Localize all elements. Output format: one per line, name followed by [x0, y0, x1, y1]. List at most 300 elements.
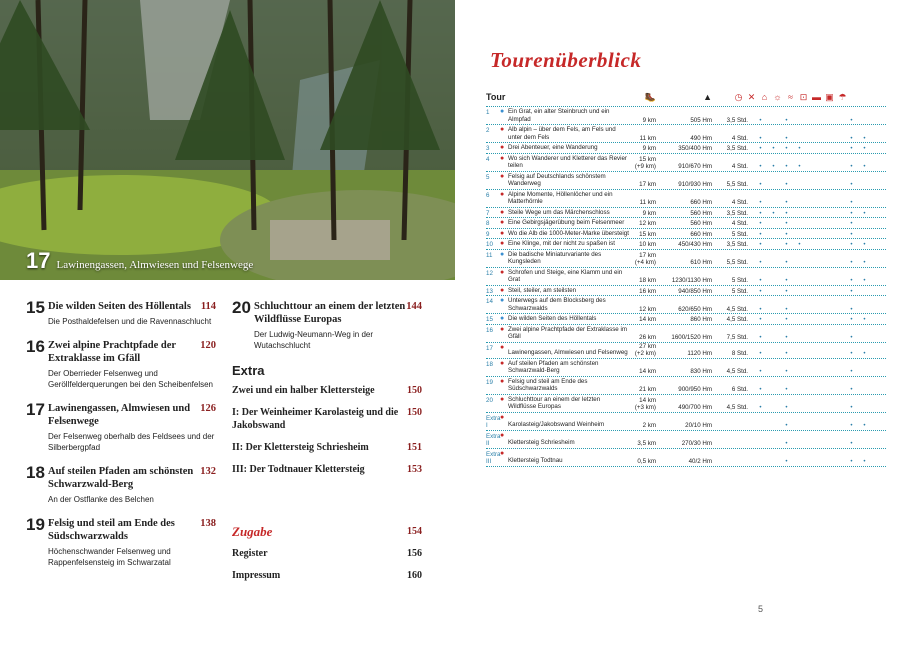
tour-distance: 18 km [639, 277, 656, 284]
tour-elevation: 450/430 Hm [678, 241, 712, 248]
tour-description: Karolasteig/Jakobswand Weinheim [508, 421, 605, 428]
feature-mark: • [863, 316, 866, 323]
tour-number: 12 [486, 269, 493, 277]
zugabe-item[interactable] [232, 547, 422, 560]
feature-mark [793, 220, 806, 228]
toc-entry-page: 144 [406, 301, 422, 312]
feature-mark [832, 386, 845, 394]
feature-mark: • [785, 368, 788, 375]
table-row[interactable] [486, 218, 886, 229]
tour-description: Drei Abenteuer, eine Wanderung [508, 144, 598, 151]
feature-mark: • [785, 305, 788, 313]
extra-item[interactable] [232, 463, 422, 476]
zugabe-item-title: Impressum [232, 570, 281, 581]
feature-mark [819, 334, 832, 342]
feature-mark: • [759, 181, 762, 188]
tour-description: Die wilden Seiten des Höllentals [508, 315, 597, 322]
feature-mark [819, 241, 832, 249]
table-row[interactable] [486, 208, 886, 219]
feature-mark [832, 199, 845, 207]
feature-mark: • [759, 404, 762, 411]
feature-mark: • [759, 134, 762, 142]
tour-number: 11 [486, 251, 493, 259]
feature-marks [754, 145, 871, 153]
feature-mark [858, 334, 871, 342]
feature-mark [793, 135, 806, 143]
feature-mark: • [759, 209, 762, 217]
table-row[interactable] [486, 239, 886, 250]
feature-mark [767, 350, 780, 358]
tour-duration: 6 Std. [731, 386, 748, 393]
table-row[interactable] [486, 125, 886, 143]
feature-mark: • [850, 334, 853, 341]
feature-mark: • [759, 163, 762, 170]
header-tour: Tour [486, 92, 506, 102]
feature-marks [754, 241, 871, 249]
tour-number: 1 [486, 109, 490, 116]
tour-number: 17 [486, 344, 493, 352]
tour-number: 3 [486, 145, 490, 152]
tour-elevation: 610 Hm [690, 259, 712, 266]
tour-elevation: 560 Hm [690, 220, 712, 227]
feature-mark [858, 368, 871, 376]
tour-duration: 4 Std. [731, 220, 748, 227]
feature-mark [793, 199, 806, 207]
tour-duration: 4 Std. [731, 134, 748, 142]
table-row[interactable] [486, 229, 886, 240]
feature-mark: • [850, 422, 853, 429]
feature-mark: • [759, 277, 762, 284]
difficulty-dot: ● [500, 359, 505, 367]
feature-mark: • [850, 230, 853, 238]
tour-number: 14 [486, 298, 493, 305]
toc-entry-subtitle: Der Oberrieder Felsenweg und Geröllfelderquerungen bei den Scheibenfelsen [48, 369, 214, 389]
feature-mark [793, 306, 806, 314]
tour-duration: 4 Std. [731, 163, 748, 170]
table-row[interactable] [486, 413, 886, 431]
feature-mark: • [863, 259, 866, 266]
tour-number: 13 [486, 287, 493, 295]
feature-marks [754, 163, 871, 171]
feature-mark: • [798, 145, 801, 152]
feature-mark [767, 288, 780, 296]
feature-mark [806, 277, 819, 285]
tour-description: Wo sich Wanderer und Kletterer das Revier teilen [508, 154, 627, 169]
tour-duration: 3,5 Std. [726, 145, 748, 152]
feature-mark: • [798, 241, 801, 248]
tour-description: Klettersteig Schriesheim [508, 439, 575, 446]
feature-mark: • [785, 458, 788, 465]
toc-entry-subtitle: An der Ostflanke des Belchen [48, 495, 154, 504]
difficulty-dot: ● [500, 297, 505, 304]
hiker-icon: 🥾 [644, 91, 656, 102]
feature-mark [793, 117, 806, 125]
tour-elevation: 660 Hm [690, 199, 712, 206]
photo-caption-text: Lawinengassen, Almwiesen und Felsenwege [56, 259, 254, 271]
feature-mark [819, 422, 832, 430]
tour-duration: 4,5 Std. [726, 404, 748, 411]
toc-entry[interactable] [26, 300, 216, 327]
sun-icon: ☼ [773, 91, 782, 102]
extra-list [232, 384, 422, 476]
difficulty-dot: ● [500, 315, 505, 322]
tour-distance: 17 km (+4 km) [634, 251, 656, 266]
zugabe-label: Zugabe [232, 524, 273, 539]
feature-mark: • [785, 145, 788, 152]
table-row[interactable] [486, 268, 886, 286]
feature-mark [819, 117, 832, 125]
tour-duration: 4,5 Std. [726, 305, 748, 313]
feature-mark: • [785, 440, 788, 447]
feature-mark: • [759, 287, 762, 295]
feature-mark: • [863, 241, 866, 248]
category-icons [732, 92, 849, 103]
difficulty-dot: ● [500, 343, 505, 351]
feature-mark: • [850, 116, 853, 124]
tour-duration: 5 Std. [731, 287, 748, 295]
feature-marks [754, 135, 871, 143]
toc-entry-page: 138 [200, 518, 216, 529]
tour-elevation: 270/30 Hm [681, 440, 712, 447]
extra-item-page: 153 [407, 464, 422, 475]
feature-mark [832, 241, 845, 249]
toc-entry[interactable] [26, 465, 216, 505]
feature-mark: • [798, 163, 801, 170]
mountain-icon: ▲ [703, 92, 712, 102]
toc-entry[interactable] [232, 300, 422, 351]
tour-description: Steil, steiler, am steilsten [508, 286, 577, 294]
tour-distance: 26 km [639, 334, 656, 341]
tour-elevation: 350/400 Hm [678, 145, 712, 152]
feature-mark [793, 316, 806, 324]
feature-mark [767, 440, 780, 448]
feature-mark: • [759, 386, 762, 393]
feature-mark [832, 288, 845, 296]
feature-mark [793, 277, 806, 285]
feature-mark [832, 277, 845, 285]
tour-distance: 9 km [642, 209, 656, 217]
toc-entry-page: 114 [200, 301, 216, 312]
difficulty-dot: ● [500, 286, 505, 294]
table-row[interactable] [486, 286, 886, 297]
tour-number: Extra III [486, 450, 501, 465]
feature-marks [754, 316, 871, 324]
feature-mark: • [759, 259, 762, 266]
feature-mark [767, 199, 780, 207]
feature-mark [832, 440, 845, 448]
feature-mark: • [850, 199, 853, 206]
feature-mark [793, 404, 806, 412]
extra-item-page: 150 [407, 407, 422, 418]
feature-mark [819, 440, 832, 448]
tour-elevation: 40/2 Hm [688, 458, 712, 465]
feature-mark [819, 288, 832, 296]
feature-mark: • [759, 199, 762, 206]
difficulty-dot: ● [500, 172, 505, 180]
extra-item-title: II: Der Klettersteig Schriesheim [232, 442, 369, 453]
feature-mark [819, 163, 832, 171]
feature-mark [819, 350, 832, 358]
feature-mark [767, 117, 780, 125]
feature-mark: • [759, 305, 762, 313]
tour-number: 18 [486, 360, 493, 368]
feature-marks [754, 181, 871, 189]
feature-marks [754, 368, 871, 376]
tour-duration: 8 Std. [731, 350, 748, 357]
feature-marks [754, 210, 871, 218]
feature-mark: • [863, 209, 866, 217]
table-row[interactable] [486, 431, 886, 449]
difficulty-dot: ● [500, 126, 505, 133]
tour-distance: 2 km [642, 422, 656, 429]
toc-entry-subtitle: Der Ludwig-Neumann-Weg in der Wutachschlucht [254, 330, 374, 350]
feature-mark [806, 220, 819, 228]
feature-mark [806, 440, 819, 448]
tour-elevation: 560 Hm [690, 209, 712, 217]
difficulty-dot: ● [500, 250, 505, 258]
feature-mark [806, 117, 819, 125]
tour-duration: 3,5 Std. [726, 241, 748, 248]
feature-mark [767, 231, 780, 239]
toc-entry-title: Schluchttour an einem der letzten Wildflüsse Europas [254, 301, 406, 325]
tour-elevation: 1600/1520 Hm [671, 334, 712, 341]
toc-entry[interactable] [26, 517, 216, 568]
tour-distance: 3,5 km [637, 440, 656, 447]
difficulty-dot: ● [500, 108, 505, 115]
feature-mark: • [850, 440, 853, 447]
table-row[interactable] [486, 449, 886, 467]
feature-mark [832, 117, 845, 125]
feature-mark [832, 259, 845, 267]
toc-entry[interactable] [26, 339, 216, 390]
feature-mark: • [850, 386, 853, 393]
feature-mark: • [785, 220, 788, 227]
tour-distance: 15 km (+9 km) [634, 155, 656, 170]
tour-elevation: 20/10 Hm [685, 422, 712, 429]
feature-mark [793, 231, 806, 239]
table-row[interactable] [486, 107, 886, 125]
museum-icon: ⌂ [761, 91, 768, 102]
feature-mark: • [850, 145, 853, 152]
table-row[interactable] [486, 395, 886, 413]
feature-mark: • [785, 199, 788, 206]
feature-mark [754, 458, 767, 466]
tour-elevation: 660 Hm [690, 230, 712, 238]
feature-mark [767, 181, 780, 189]
feature-mark [793, 422, 806, 430]
feature-mark [754, 440, 767, 448]
feature-mark: • [785, 422, 788, 429]
feature-mark: • [772, 145, 775, 152]
feature-mark [832, 306, 845, 314]
tour-description: Klettersteig Todtnau [508, 457, 563, 464]
tour-description: Eine Klinge, mit der nicht zu spaßen ist [508, 240, 615, 247]
feature-mark [832, 316, 845, 324]
feature-mark [793, 350, 806, 358]
tram-icon: ▬ [812, 91, 821, 102]
tour-distance: 14 km (+3 km) [634, 396, 656, 411]
feature-mark [832, 458, 845, 466]
overview-title: Tourenüberblick [490, 48, 642, 72]
feature-mark [832, 231, 845, 239]
feature-mark: • [785, 350, 788, 357]
feature-marks [754, 220, 871, 228]
extra-item-title: Zwei und ein halber Klettersteige [232, 385, 375, 396]
tour-number: 4 [486, 155, 490, 163]
feature-mark [754, 422, 767, 430]
tour-duration: 5,5 Std. [726, 259, 748, 266]
table-row[interactable] [486, 172, 886, 190]
tour-elevation: 1230/1130 Hm [671, 277, 712, 284]
feature-mark [793, 288, 806, 296]
tour-distance: 9 km [642, 145, 656, 152]
feature-mark: • [850, 277, 853, 284]
photo-caption [26, 248, 253, 274]
feature-marks [754, 334, 871, 342]
feature-mark: • [785, 181, 788, 188]
feature-mark [767, 220, 780, 228]
difficulty-dot: ● [500, 449, 505, 457]
tour-elevation: 900/950 Hm [678, 386, 712, 393]
table-row[interactable] [486, 359, 886, 377]
feature-marks [754, 259, 871, 267]
tour-distance: 0,5 km [637, 458, 656, 465]
feature-mark [767, 306, 780, 314]
toc-entry-page: 126 [200, 403, 216, 414]
table-row[interactable] [486, 250, 886, 268]
feature-mark: • [759, 350, 762, 357]
toc-entry[interactable] [26, 402, 216, 453]
table-row[interactable] [486, 377, 886, 395]
tour-description: Zwei alpine Prachtpfade der Extraklasse im Gfäll [508, 325, 627, 340]
extra-item[interactable] [232, 384, 422, 397]
extra-item[interactable] [232, 406, 422, 432]
feature-mark: • [759, 145, 762, 152]
toc-entry-page: 132 [200, 466, 216, 477]
tour-distance: 15 km [639, 230, 656, 238]
feature-mark [819, 458, 832, 466]
zugabe-line[interactable] [232, 525, 422, 538]
table-row[interactable] [486, 325, 886, 343]
tour-number: 20 [486, 396, 493, 404]
tour-description: Auf steilen Pfaden am schönsten Schwarzwald-Berg [508, 359, 599, 374]
tour-description: Eine Gebirgsjägerübung beim Felsenmeer [508, 219, 625, 226]
feature-marks [754, 199, 871, 207]
toc-left-column [26, 300, 216, 580]
tour-distance: 9 km [642, 116, 656, 124]
feature-mark [858, 117, 871, 125]
tour-number: 15 [486, 316, 493, 323]
zugabe-item[interactable] [232, 569, 422, 582]
feature-mark [858, 199, 871, 207]
tour-duration: 4,5 Std. [726, 316, 748, 323]
tour-elevation: 940/850 Hm [678, 287, 712, 295]
feature-mark [858, 181, 871, 189]
toc-entry-title: Zwei alpine Prachtpfade der Extraklasse im Gfäll [48, 340, 176, 364]
feature-mark [819, 259, 832, 267]
feature-mark: • [850, 220, 853, 227]
page-number: 5 [758, 604, 764, 614]
feature-mark [767, 259, 780, 267]
feature-mark: • [759, 220, 762, 227]
tour-description: Die badische Miniaturvariante des Kungsleden [508, 250, 602, 265]
tour-elevation: 620/650 Hm [678, 305, 712, 313]
toc-entry-title: Felsig und steil am Ende des Südschwarzwalds [48, 518, 175, 542]
feature-mark [819, 199, 832, 207]
feature-mark [858, 231, 871, 239]
feature-mark: • [785, 334, 788, 341]
feature-mark [806, 231, 819, 239]
feature-marks [754, 440, 871, 448]
feature-mark [767, 135, 780, 143]
clock-icon: ◷ [734, 91, 743, 102]
feature-mark [806, 316, 819, 324]
tour-duration: 3,5 Std. [726, 116, 748, 124]
feature-mark [819, 404, 832, 412]
zugabe-item-page: 160 [407, 570, 422, 581]
table-row[interactable] [486, 154, 886, 172]
feature-mark [793, 334, 806, 342]
difficulty-dot: ● [500, 229, 505, 237]
tour-number: 10 [486, 241, 493, 248]
feature-marks [754, 288, 871, 296]
feature-mark [819, 210, 832, 218]
feature-marks [754, 277, 871, 285]
feature-mark: • [850, 181, 853, 188]
zugabe-item-page: 156 [407, 548, 422, 559]
tour-duration: 5 Std. [731, 230, 748, 238]
feature-mark [858, 386, 871, 394]
overview-rows [486, 107, 886, 467]
table-row[interactable] [486, 343, 886, 359]
toc-entry-title: Lawinengassen, Almwiesen und Felsenwege [48, 403, 191, 427]
feature-mark: • [785, 209, 788, 217]
tour-description: Alb alpin – über dem Fels, am Fels und unter dem Fels [508, 126, 616, 141]
feature-mark: • [785, 386, 788, 393]
extra-item-page: 151 [407, 442, 422, 453]
feature-mark [819, 316, 832, 324]
tour-description: Felsig auf Deutschlands schönstem Wanderweg [508, 172, 606, 187]
toc-entry-number: 17 [26, 400, 45, 419]
difficulty-dot: ● [500, 395, 505, 403]
feature-mark: • [863, 350, 866, 357]
feature-marks [754, 117, 871, 125]
feature-marks [754, 306, 871, 314]
feature-mark: • [772, 209, 775, 217]
photo-caption-number: 17 [26, 248, 51, 273]
feature-marks [754, 231, 871, 239]
feature-marks [754, 422, 871, 430]
tour-number: 19 [486, 378, 493, 386]
table-row[interactable] [486, 314, 886, 325]
feature-mark: • [785, 230, 788, 238]
tour-description: Lawinengassen, Almwiesen und Felsenweg [508, 349, 628, 356]
table-row[interactable] [486, 190, 886, 208]
table-row[interactable] [486, 296, 886, 314]
table-row[interactable] [486, 143, 886, 154]
tour-distance: 10 km [639, 241, 656, 248]
zugabe-page: 154 [407, 526, 422, 537]
feature-mark [793, 440, 806, 448]
extra-item[interactable] [232, 441, 422, 454]
feature-mark: • [850, 163, 853, 170]
feature-mark: • [785, 404, 788, 411]
toc-entry-page: 120 [200, 340, 216, 351]
tour-number: 8 [486, 220, 490, 227]
feature-mark: • [850, 368, 853, 375]
tour-description: Alpine Momente, Höllenlöcher und ein Matterhörnle [508, 190, 613, 205]
feature-mark: • [785, 277, 788, 284]
